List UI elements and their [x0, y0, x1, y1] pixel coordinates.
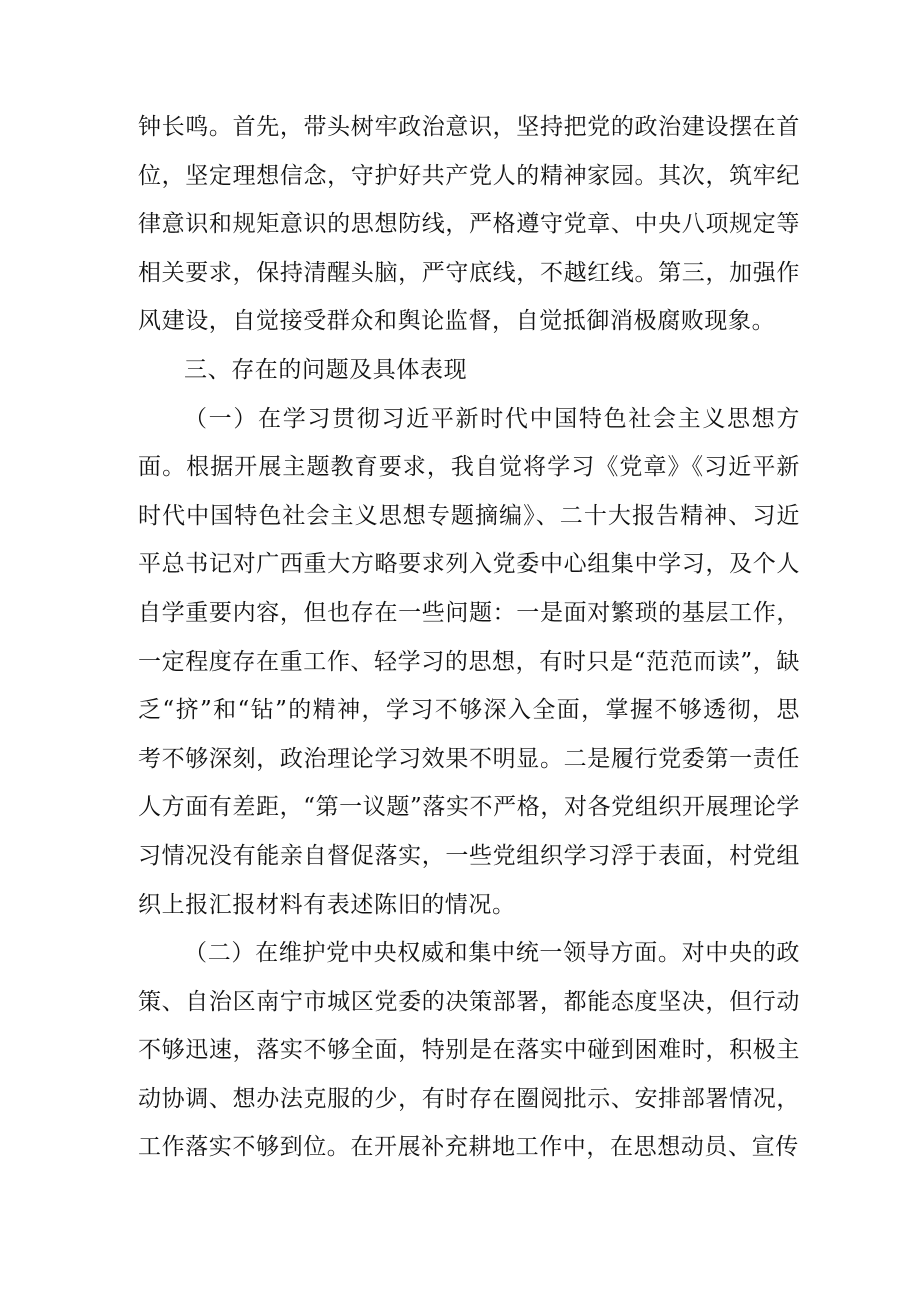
paragraph-item-1: （一）在学习贯彻习近平新时代中国特色社会主义思想方面。根据开展主题教育要求，我自觉将学习《党章》《习近平新时代中国特色社会主义思想专题摘编》、二十大报告精神、习近平总书记对广西重大方略要求列入党委中心组集中学习，及个人自学重要内容，但也存在一些问题：一是面对繁琐的基层工作，一定程度存在重工作、轻学习的思想，有时只是“范范而读”，缺乏“挤”和“钻”的精神，学习不够深入全面，掌握不够透彻，思考不够深刻，政治理论学习效果不明显。二是履行党委第一责任人方面有差距，“第一议题”落实不严格，对各党组织开展理论学习情况没有能亲自督促落实，一些党组织学习浮于表面，村党组织上报汇报材料有表述陈旧的情况。	[138, 405, 800, 918]
document-body	[138, 103, 800, 1172]
paragraph-item-2: （二）在维护党中央权威和集中统一领导方面。对中央的政策、自治区南宁市城区党委的决策部署，都能态度坚决，但行动不够迅速，落实不够全面，特别是在落实中碰到困难时，积极主动协调、想办法克服的少，有时存在圈阅批示、安排部署情况，工作落实不够到位。在开展补充耕地工作中，在思想动员、宣传	[138, 940, 800, 1161]
paragraph-continuation: 钟长鸣。首先，带头树牢政治意识，坚持把党的政治建设摆在首位，坚定理想信念，守护好共产党人的精神家园。其次，筑牢纪律意识和规矩意识的思想防线，严格遵守党章、中央八项规定等相关要求，保持清醒头脑，严守底线，不越红线。第三，加强作风建设，自觉接受群众和舆论监督，自觉抵御消极腐败现象。	[138, 114, 800, 335]
section-heading: 三、存在的问题及具体表现	[184, 356, 468, 383]
